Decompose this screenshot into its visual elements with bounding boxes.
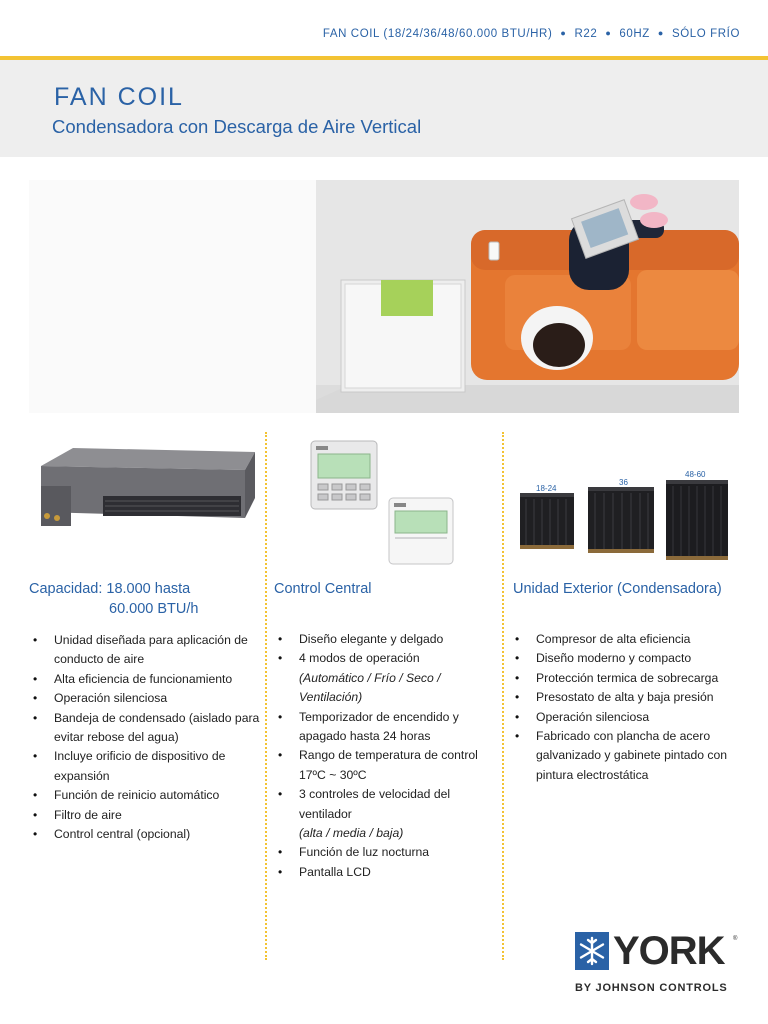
control-central-title: Control Central [274, 581, 372, 597]
item-text: 3 controles de velocidad del ventilador [299, 787, 451, 821]
list-item: • Unidad diseñada para aplicación de conducto de aire [30, 631, 262, 670]
spec-line [323, 28, 740, 40]
outdoor-features-list [512, 630, 744, 785]
list-item [275, 708, 497, 747]
list-item: • Alta eficiencia de funcionamiento [30, 670, 262, 689]
list-item: • Protección termica de sobrecarga [512, 669, 744, 688]
list-item [275, 649, 497, 707]
item-text: Pantalla LCD [299, 864, 371, 879]
outdoor-unit-small-image [520, 493, 574, 554]
list-item: • Compresor de alta eficiencia [512, 630, 744, 649]
johnson-controls-tagline: BY JOHNSON CONTROLS [575, 982, 728, 994]
item-note: (alta / media / baja) [299, 826, 404, 841]
snowflake-icon [575, 932, 609, 970]
list-item: • Incluye orificio de dispositivo de expansión [30, 747, 262, 786]
spec-refrigerant: R22 [574, 28, 598, 40]
unit-size-label: 36 [619, 478, 628, 487]
column-divider [502, 432, 504, 960]
bullet-dot-icon: ● [560, 28, 567, 38]
unit-size-label: 18-24 [536, 484, 557, 493]
spec-mode: SÓLO FRÍO [671, 28, 740, 40]
page-subtitle: Condensadora con Descarga de Aire Vertical [52, 116, 422, 137]
capacity-title-line2: 60.000 BTU/h [109, 601, 199, 617]
capacity-title-line1: Capacidad: 18.000 hasta [29, 581, 191, 597]
york-logo [575, 930, 740, 1000]
item-note: (Automático / Frío / Seco / Ventilación) [299, 670, 441, 705]
list-item [275, 785, 497, 843]
item-text: Diseño elegante y delgado [299, 632, 444, 646]
list-item [275, 746, 497, 785]
item-text: Temporizador de encendido y apagado hasta 24 horas [299, 709, 459, 744]
list-item [275, 863, 497, 882]
list-item: • Control central (opcional) [30, 825, 262, 844]
list-item: • Operación silenciosa [30, 689, 262, 708]
outdoor-unit-large-image [666, 480, 728, 565]
list-item: • Presostato de alta y baja presión [512, 688, 744, 707]
page-title: FAN COIL [54, 83, 184, 111]
trademark-mark: ® [733, 936, 738, 942]
list-item [275, 630, 497, 649]
list-item: • Bandeja de condensado (aislado para evitar rebose del agua) [30, 709, 262, 748]
hero-photo [29, 180, 739, 413]
outdoor-unit-medium-image [588, 487, 654, 558]
item-text: Función de luz nocturna [299, 845, 430, 860]
remote-controller-image [388, 497, 454, 570]
list-item: • Diseño moderno y compacto [512, 649, 744, 668]
list-item: • Filtro de aire [30, 806, 262, 825]
indoor-features-list [30, 631, 262, 844]
item-text: Rango de temperatura de control 17ºC ~ 30ºC [299, 748, 478, 782]
control-features-list [275, 630, 497, 882]
list-item: • Fabricado con plancha de acero galvanizado y gabinete pintado con pintura electrostática [512, 727, 744, 785]
list-item: • Operación silenciosa [512, 708, 744, 727]
column-divider [265, 432, 267, 960]
york-wordmark: YORK [613, 929, 725, 973]
outdoor-unit-title: Unidad Exterior (Condensadora) [513, 581, 722, 597]
list-item: • Función de reinicio automático [30, 786, 262, 805]
bullet-dot-icon: ● [605, 28, 612, 38]
list-item [275, 843, 497, 862]
capacity-title [29, 579, 198, 619]
bullet-dot-icon: ● [657, 28, 664, 38]
spec-fan-coil: FAN COIL (18/24/36/48/60.000 BTU/HR) [322, 28, 553, 40]
item-text: 4 modos de operación [299, 651, 420, 666]
duct-unit-image [33, 446, 255, 551]
unit-size-label: 48-60 [685, 470, 706, 479]
hero-illustration [29, 180, 739, 413]
spec-frequency: 60HZ [619, 28, 650, 40]
wall-controller-image [310, 440, 378, 515]
